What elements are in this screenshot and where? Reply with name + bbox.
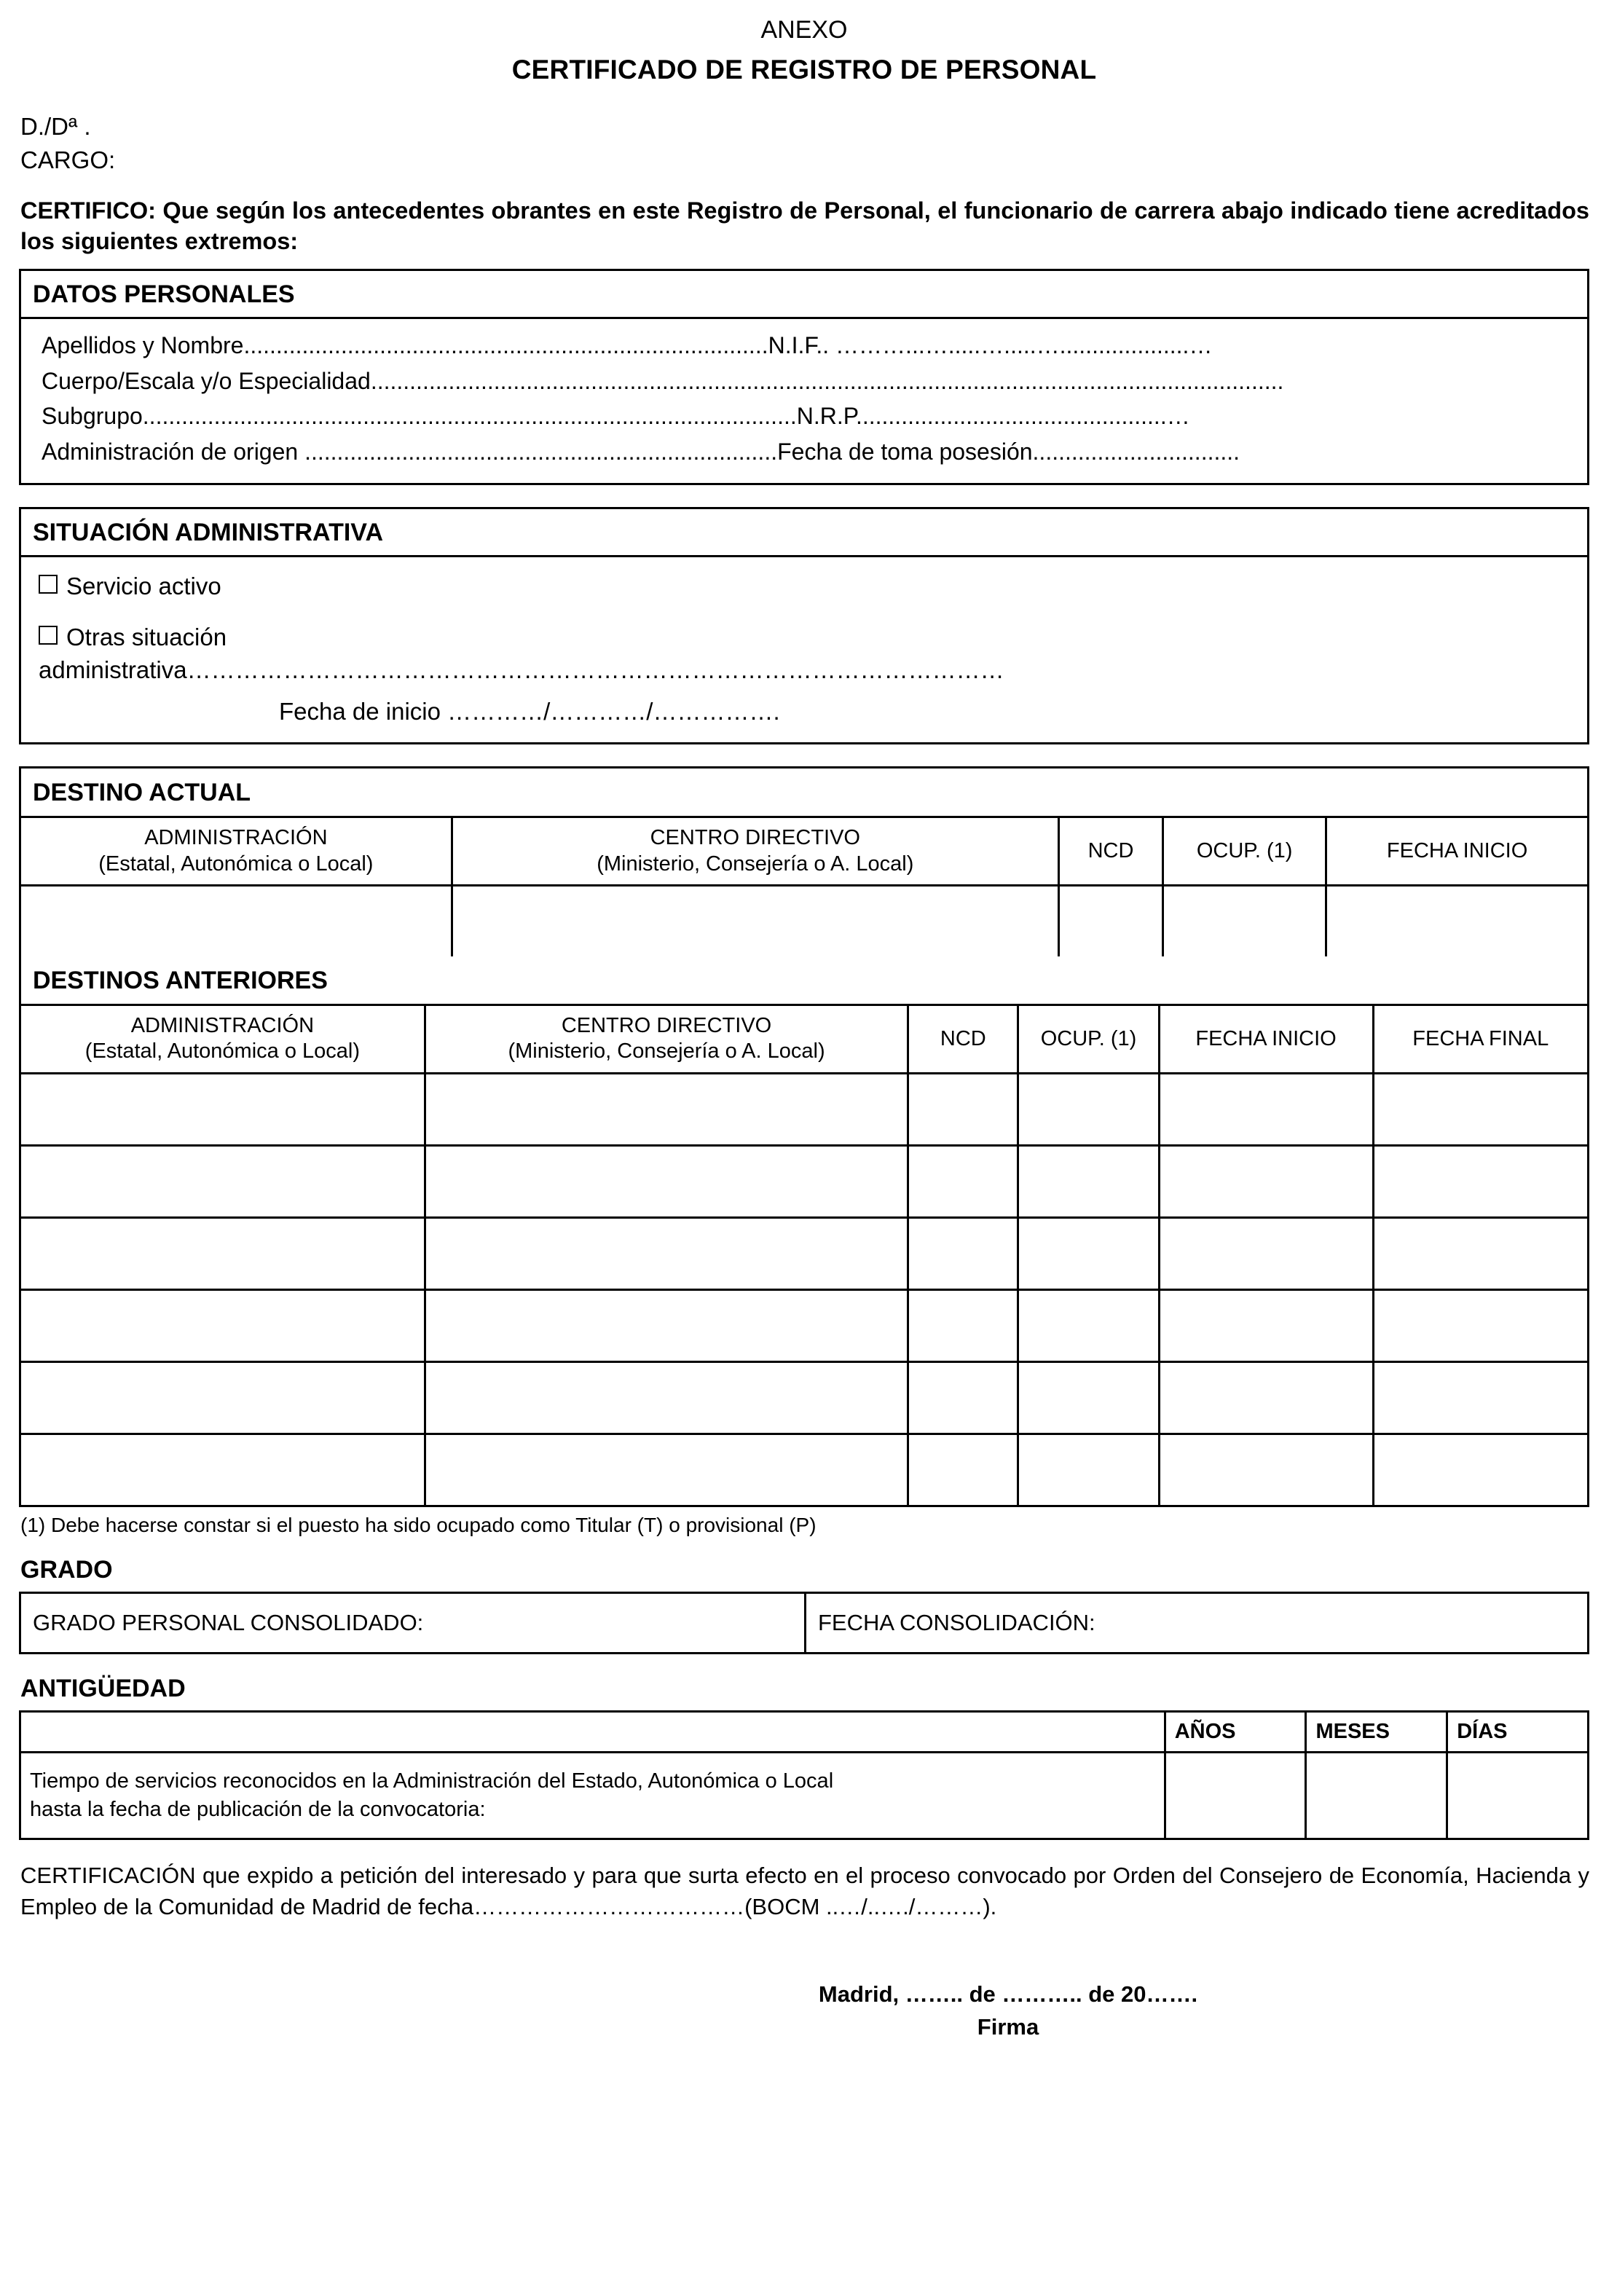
table-row[interactable] [21,1289,1587,1361]
col-fecha-inicio: FECHA INICIO [1326,817,1587,886]
col-administracion-l2: (Estatal, Autonómica o Local) [98,852,374,876]
cell-administracion[interactable] [21,1289,425,1361]
col-centro-directivo [425,1004,908,1073]
cell-ocup[interactable] [1018,1217,1159,1289]
anexo-label: ANEXO [760,16,848,44]
cell-fecha-final[interactable] [1373,1289,1587,1361]
grado-consolidado-field[interactable]: GRADO PERSONAL CONSOLIDADO: [33,1610,424,1636]
cell-centro-directivo[interactable] [425,1145,908,1217]
col-ocup: OCUP. (1) [1018,1004,1159,1073]
cell-administracion[interactable] [21,1073,425,1145]
field-fecha-inicio[interactable]: Fecha de inicio …………/…………/……………. [279,697,780,725]
option-servicio-activo-label: Servicio activo [66,572,221,599]
table-row[interactable] [21,1434,1587,1505]
cell-ncd[interactable] [1058,885,1162,956]
table-header-row [20,1712,1589,1753]
col-centro-directivo [452,817,1058,886]
cell-administracion[interactable] [21,1361,425,1434]
footnote-ocupacion: (1) Debe hacerse constar si el puesto ha sido ocupado como Titular (T) o provisional (P) [20,1513,817,1536]
cell-ncd[interactable] [908,1361,1018,1434]
cell-ncd[interactable] [908,1434,1018,1505]
cell-fecha-final[interactable] [1373,1217,1587,1289]
cell-meses[interactable] [1306,1753,1447,1839]
destino-actual-title: DESTINO ACTUAL [33,779,251,807]
cell-fecha-final[interactable] [1373,1145,1587,1217]
cell-ocup[interactable] [1163,885,1326,956]
cell-centro-directivo[interactable] [425,1361,908,1434]
datos-personales-section [19,269,1589,485]
table-header-row [21,1004,1587,1073]
cell-ocup[interactable] [1018,1289,1159,1361]
situacion-administrativa-title: SITUACIÓN ADMINISTRATIVA [21,509,1587,557]
cell-fecha-inicio[interactable] [1159,1217,1373,1289]
table-header-row [21,817,1587,886]
cell-fecha-final[interactable] [1373,1434,1587,1505]
col-administracion-l1: ADMINISTRACIÓN [144,826,328,850]
cell-ocup[interactable] [1018,1434,1159,1505]
table-row[interactable] [21,885,1587,956]
cell-anios[interactable] [1165,1753,1306,1839]
cell-fecha-inicio[interactable] [1159,1073,1373,1145]
identification-name-line: D./Dª . [20,113,91,141]
cell-centro-directivo[interactable] [425,1289,908,1361]
col-ncd: NCD [908,1004,1018,1073]
destino-actual-table [21,816,1587,956]
cell-ncd[interactable] [908,1217,1018,1289]
grado-title: GRADO [20,1556,113,1584]
signature-place-date[interactable]: Madrid, …….. de ……….. de 20……. [818,1981,1198,2007]
checkbox-icon[interactable] [39,575,58,594]
antiguedad-description-l2: hasta la fecha de publicación de la convocatoria: [30,1798,486,1822]
grado-fecha-consolidacion-field[interactable]: FECHA CONSOLIDACIÓN: [804,1594,1587,1652]
table-row[interactable] [21,1361,1587,1434]
table-row[interactable] [21,1217,1587,1289]
destinos-anteriores-title: DESTINOS ANTERIORES [33,966,328,994]
col-ncd: NCD [1058,817,1162,886]
table-row [20,1753,1589,1839]
option-servicio-activo[interactable] [33,570,1575,603]
cell-fecha-inicio[interactable] [1159,1145,1373,1217]
signature-label: Firma [977,2013,1039,2040]
field-cuerpo-escala-especialidad[interactable]: Cuerpo/Escala y/o Especialidad............................................................................................................................................. [42,367,1284,394]
col-meses: MESES [1306,1712,1447,1753]
datos-personales-body [21,319,1587,483]
destinos-anteriores-table [21,1004,1587,1505]
field-administracion-origen-fecha-posesion[interactable]: Administración de origen .........................................................................Fecha de toma posesión................................ [42,438,1240,465]
cell-ocup[interactable] [1018,1361,1159,1434]
cell-centro-directivo[interactable] [425,1434,908,1505]
antiguedad-description [20,1753,1165,1839]
col-fecha-inicio: FECHA INICIO [1159,1004,1373,1073]
cell-fecha-inicio[interactable] [1159,1434,1373,1505]
destinos-section [19,766,1589,1507]
situacion-administrativa-section [19,507,1589,745]
page-title: CERTIFICADO DE REGISTRO DE PERSONAL [511,55,1097,85]
option-otras-situacion-label: Otras situación [66,624,227,651]
checkbox-icon[interactable] [39,626,58,645]
cell-fecha-inicio[interactable] [1159,1289,1373,1361]
col-administracion-l2: (Estatal, Autonómica o Local) [84,1039,360,1064]
signature-block [19,1978,1589,2044]
cell-ncd[interactable] [908,1145,1018,1217]
table-row[interactable] [21,1073,1587,1145]
antiguedad-table [19,1710,1589,1840]
col-centro-directivo-l2: (Ministerio, Consejería o A. Local) [597,852,914,876]
certificacion-final-paragraph: CERTIFICACIÓN que expido a petición del interesado y para que surta efecto en el proceso convocado por Orden del Consejero de Economía, Hacienda y Empleo de la Comunidad de Madrid de fecha………………………………(BOCM ..…/..…./………). [20,1863,1589,1919]
cell-ocup[interactable] [1018,1073,1159,1145]
cell-ncd[interactable] [908,1073,1018,1145]
col-dias: DÍAS [1447,1712,1589,1753]
col-centro-directivo-l1: CENTRO DIRECTIVO [650,826,860,850]
antiguedad-title: ANTIGÜEDAD [20,1675,186,1703]
col-administracion [21,817,452,886]
cell-ncd[interactable] [908,1289,1018,1361]
antiguedad-description-l1: Tiempo de servicios reconocidos en la Administración del Estado, Autonómica o Local [30,1769,834,1793]
cell-centro-directivo[interactable] [425,1073,908,1145]
destinos-anteriores-body [21,1073,1587,1505]
col-administracion-l1: ADMINISTRACIÓN [130,1013,315,1037]
grado-section [19,1592,1589,1654]
field-subgrupo-nrp[interactable]: Subgrupo.....................................................................................................N.R.P................................................… [42,403,1190,430]
datos-personales-title: DATOS PERSONALES [21,271,1587,319]
cell-dias[interactable] [1447,1753,1589,1839]
col-anios: AÑOS [1165,1712,1306,1753]
cell-centro-directivo[interactable] [452,885,1058,956]
situacion-administrativa-body [21,557,1587,742]
col-centro-directivo-l1: CENTRO DIRECTIVO [561,1013,772,1037]
table-row[interactable] [21,1145,1587,1217]
cell-fecha-final[interactable] [1373,1073,1587,1145]
option-otras-situacion-fill[interactable]: administrativa………………………………………………………………………………………… [39,656,1004,684]
col-administracion [21,1004,425,1073]
cell-ocup[interactable] [1018,1145,1159,1217]
col-centro-directivo-l2: (Ministerio, Consejería o A. Local) [508,1039,825,1064]
cell-administracion[interactable] [21,1145,425,1217]
col-fecha-final: FECHA FINAL [1373,1004,1587,1073]
cell-fecha-final[interactable] [1373,1361,1587,1434]
cell-centro-directivo[interactable] [425,1217,908,1289]
cell-fecha-inicio[interactable] [1159,1361,1373,1434]
certifico-paragraph: CERTIFICO: Que según los antecedentes obrantes en este Registro de Personal, el funcionario de carrera abajo indicado tiene acreditados los siguientes extremos: [20,197,1589,255]
field-apellidos-nombre-nif[interactable]: Apellidos y Nombre.................................................................................N.I.F.. ………...….....….....…....................… [42,332,1213,359]
option-otras-situacion[interactable] [33,621,1575,728]
identification-position-line: CARGO: [20,146,116,173]
cell-administracion[interactable] [21,1217,425,1289]
cell-administracion[interactable] [21,885,452,956]
col-ocup: OCUP. (1) [1163,817,1326,886]
cell-fecha-inicio[interactable] [1326,885,1587,956]
antiguedad-header-spacer [20,1712,1165,1753]
cell-administracion[interactable] [21,1434,425,1505]
